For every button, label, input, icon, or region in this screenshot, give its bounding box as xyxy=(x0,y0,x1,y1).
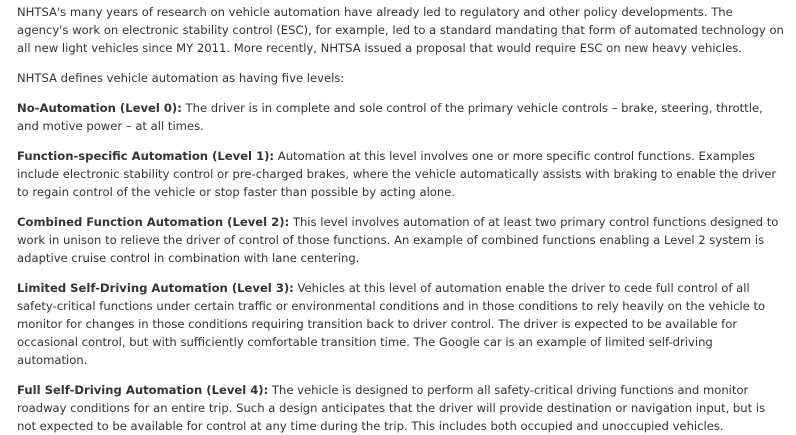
level-1-paragraph xyxy=(17,147,786,201)
level-0-paragraph xyxy=(17,99,786,135)
level-3-text: Vehicles at this level of automation enable the driver to cede full control of all safety-critical functions under certain traffic or environmental conditions and in those conditions to rely heavily on the vehicle to monitor for changes in those conditions requiring transition back to driver control. The driver is expected to be available for occasional control, but with sufficiently comfortable transition time. The Google car is an example of limited self-driving automation. xyxy=(17,281,766,367)
level-2-text: This level involves automation of at least two primary control functions designed to work in unison to relieve the driver of control of those functions. An example of combined functions enabling a Level 2 system is adaptive cruise control in combination with lane centering. xyxy=(17,215,779,265)
level-1-title: Function-specific Automation (Level 1): xyxy=(17,149,275,163)
level-2-title: Combined Function Automation (Level 2): xyxy=(17,215,290,229)
level-4-text: The vehicle is designed to perform all safety-critical driving functions and monitor roadway conditions for an entire trip. Such a design anticipates that the driver will provide destination or navigation input, but is not expected to be available for control at any time during the trip. This includes both occupied and unoccupied vehicles. xyxy=(17,383,766,433)
intro-paragraph: NHTSA's many years of research on vehicle automation have already led to regulatory and other policy developments. The agency's work on electronic stability control (ESC), for example, led to a standard mandating that form of automated technology on all new light vehicles since MY 2011. More recently, NHTSA issued a proposal that would require ESC on new heavy vehicles. xyxy=(17,5,784,55)
level-3-title: Limited Self-Driving Automation (Level 3): xyxy=(17,281,294,295)
level-1-text: Automation at this level involves one or more specific control functions. Examples include electronic stability control or pre-charged brakes, where the vehicle automatically assists with braking to enable the driver to regain control of the vehicle or stop faster than possible by acting alone. xyxy=(17,149,777,199)
level-4-paragraph xyxy=(17,381,786,435)
levels-intro-paragraph: NHTSA defines vehicle automation as having five levels: xyxy=(17,71,345,85)
level-0-text: The driver is in complete and sole control of the primary vehicle controls – brake, steering, throttle, and motive power – at all times. xyxy=(17,101,763,133)
level-0-title: No-Automation (Level 0): xyxy=(17,101,182,115)
level-4-title: Full Self-Driving Automation (Level 4): xyxy=(17,383,269,397)
level-3-paragraph xyxy=(17,279,786,369)
level-2-paragraph xyxy=(17,213,786,267)
